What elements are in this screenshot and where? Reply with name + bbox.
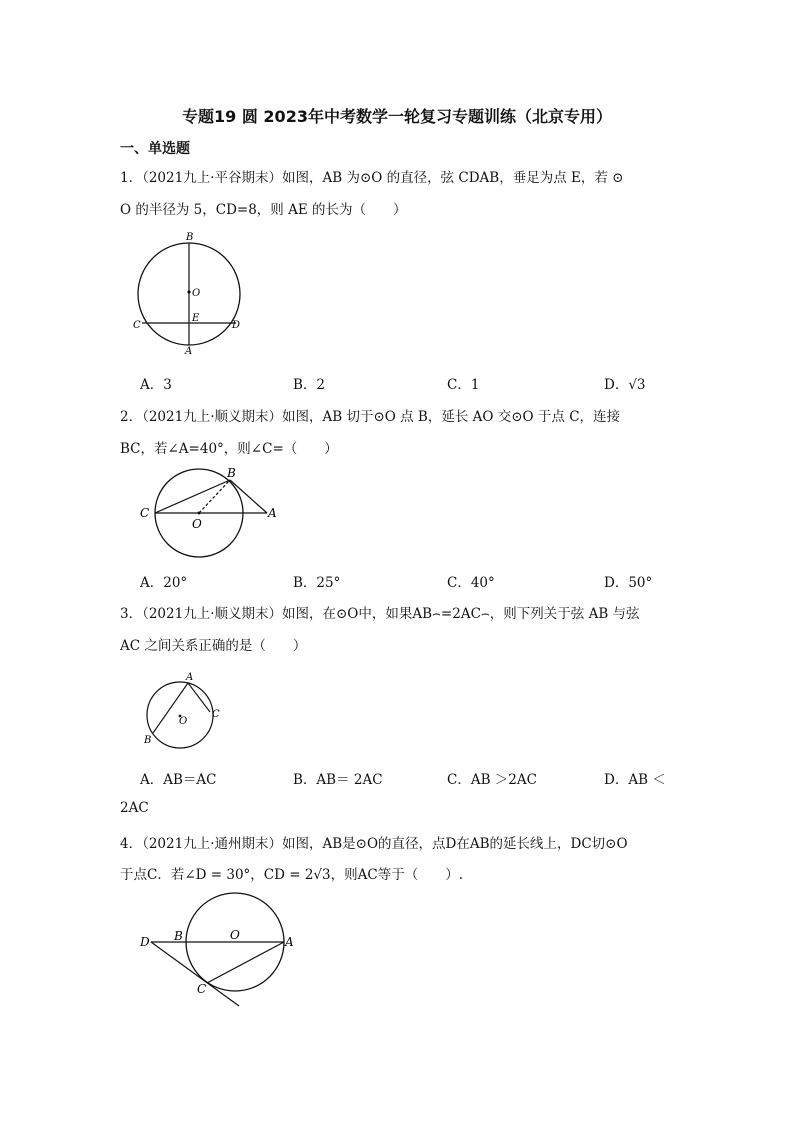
q4-label-b: B [174, 929, 183, 943]
q2-option-c[interactable]: C．40° [447, 575, 495, 591]
q4-label-o: O [230, 928, 240, 942]
q1-label-o: O [192, 288, 201, 299]
q2-label-o: O [192, 517, 202, 531]
page-title: 专题19 圆 2023年中考数学一轮复习专题训练（北京专用） [182, 107, 612, 126]
q3-option-b[interactable]: B．AB＝ 2AC [293, 772, 383, 788]
q3-option-c[interactable]: C．AB ＞2AC [447, 772, 537, 788]
q1-label-c: C [133, 320, 141, 331]
q4-line-1: 4．（2021九上·通州期末）如图，AB是⊙O的直径，点D在AB的延长线上，DC切⊙O [120, 836, 628, 852]
q1-option-c[interactable]: C．1 [447, 377, 480, 393]
q3-figure [138, 670, 238, 752]
q2-label-c: C [140, 506, 150, 520]
q2-option-d[interactable]: D．50° [604, 575, 653, 591]
q1-line-2: O 的半径为 5，CD=8，则 AE 的长为（ ） [120, 202, 407, 218]
q4-figure [135, 888, 305, 1008]
q2-line-2: BC，若∠A=40°，则∠C=（ ） [120, 441, 338, 457]
q2-figure [135, 465, 285, 560]
q2-label-b: B [227, 466, 236, 480]
q3-label-a: A [186, 672, 194, 683]
q1-line-1: 1．（2021九上·平谷期末）如图，AB 为⊙O 的直径，弦 CDAB，垂足为点 E，若 ⊙ [120, 170, 624, 186]
q2-line-1: 2．（2021九上·顺义期末）如图，AB 切于⊙O 点 B，延长 AO 交⊙O 于点 C，连接 [120, 409, 621, 425]
q2-option-b[interactable]: B．25° [293, 575, 341, 591]
q3-option-d-continued: 2AC [120, 800, 149, 816]
q1-option-b[interactable]: B．2 [293, 377, 326, 393]
q4-label-c: C [197, 982, 207, 996]
q2-label-a: A [268, 506, 277, 520]
q3-label-b: B [144, 735, 152, 746]
q1-label-b: B [186, 232, 194, 243]
section-heading: 一、单选题 [120, 141, 190, 157]
q3-option-d[interactable]: D．AB ＜ [604, 772, 666, 788]
q3-line-2: AC 之间关系正确的是（ ） [120, 638, 307, 654]
q4-line-2: 于点C．若∠D = 30°，CD = 2√3，则AC等于（ ）. [120, 867, 463, 883]
q2-option-a[interactable]: A．20° [140, 575, 188, 591]
q4-label-d: D [140, 935, 150, 949]
q3-line-1: 3．（2021九上·顺义期末）如图，在⊙O中，如果AB⌢=2AC⌢，则下列关于弦 AB 与弦 [120, 606, 640, 622]
q1-option-a[interactable]: A．3 [140, 377, 172, 393]
q1-label-e: E [192, 313, 200, 324]
q1-option-d[interactable]: D．√3 [604, 377, 646, 393]
q3-label-o: O [179, 716, 188, 727]
q3-option-a[interactable]: A．AB＝AC [140, 772, 217, 788]
q1-figure [130, 228, 260, 358]
q1-label-d: D [232, 320, 241, 331]
q1-label-a: A [185, 346, 193, 357]
q4-label-a: A [285, 935, 294, 949]
q3-label-c: C [212, 709, 220, 720]
